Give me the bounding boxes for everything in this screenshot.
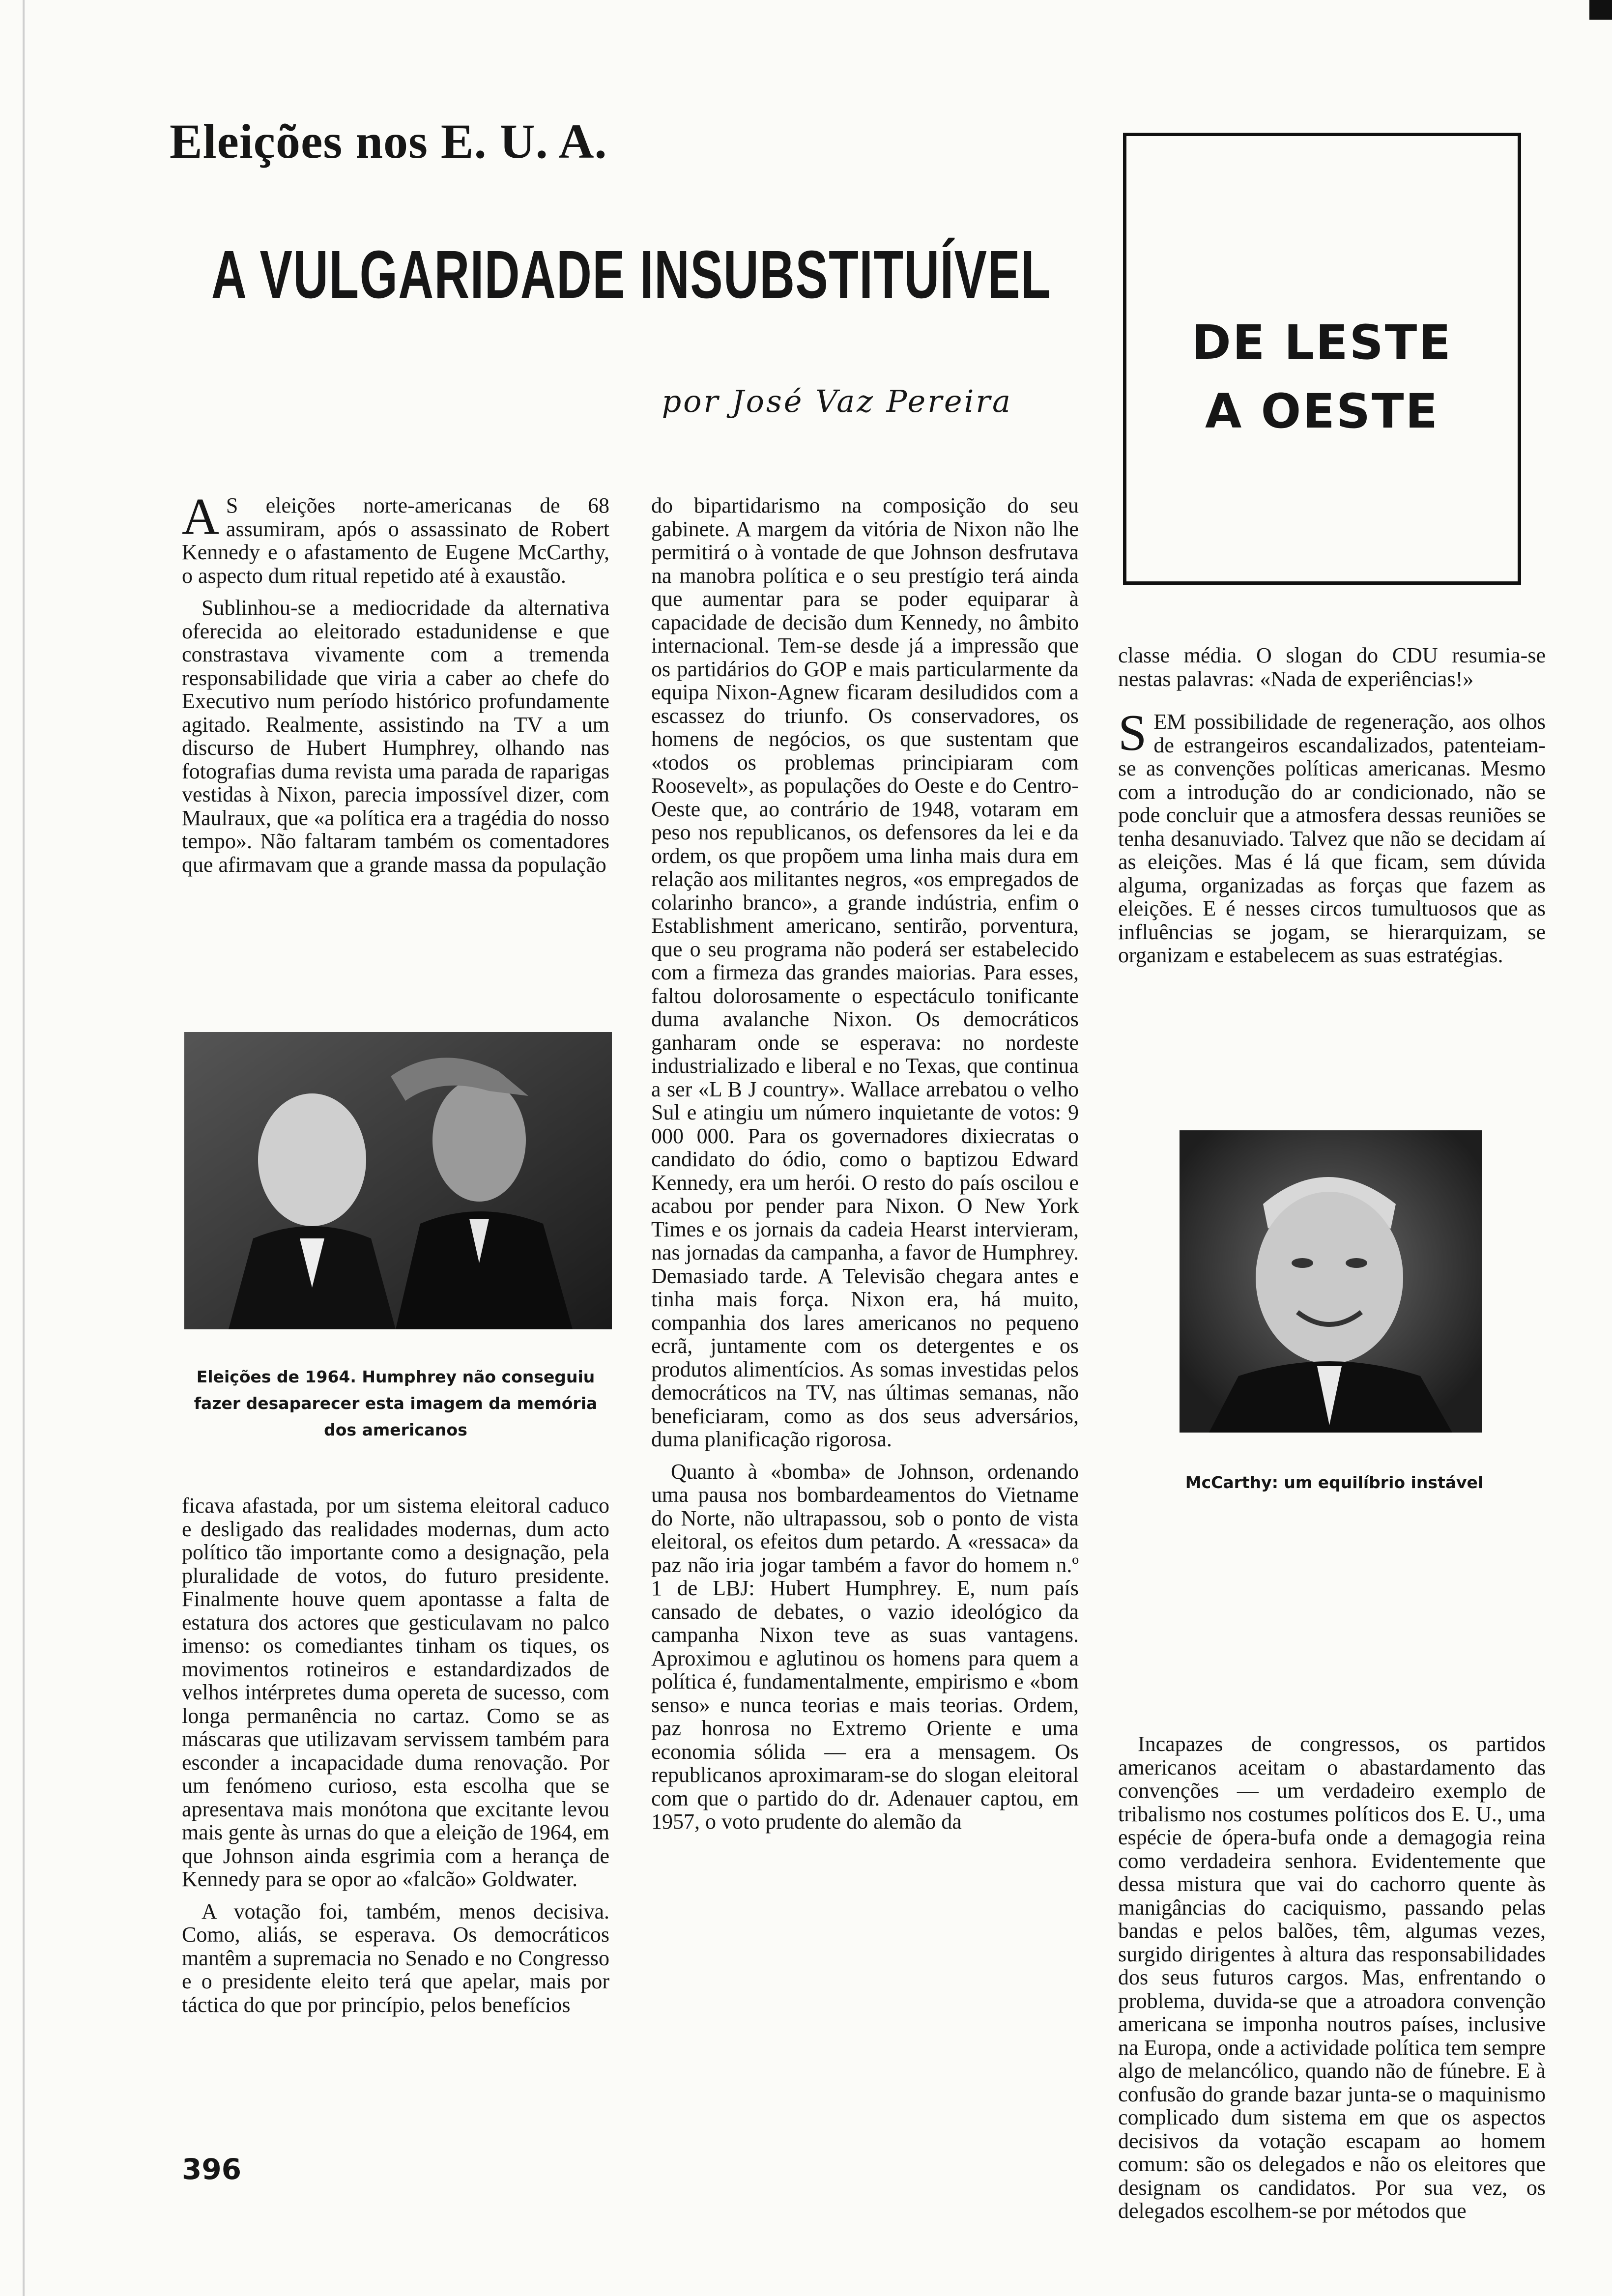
byline: por José Vaz Pereira (662, 383, 1012, 419)
article-headline: A VULGARIDADE INSUBSTITUÍVEL (211, 237, 1052, 313)
boxout-line-2: A OESTE (1205, 384, 1439, 439)
page-number: 396 (182, 2152, 242, 2186)
paragraph: Sublinhou-se a mediocridade da alternativa oferecida ao eleitorado estadunidense e que constrastava vivamente com a tremenda responsabilidade que viria a caber ao chefe do Executivo num período histórico profundamente agitado. Realmente, assistindo na TV a um discurso de Hubert Humphrey, olhando nas fotografias duma revista uma parada de raparigas vestidas à Nixon, parecia impossível dizer, com Maulraux, que «a política era a tragédia do nosso tempo». Não faltaram também os comentadores que afirmavam que a grande massa da população (182, 596, 609, 877)
paragraph: A votação foi, também, menos decisiva. Como, aliás, se esperava. Os democráticos mantêm a supremacia no Senado e no Congresso e o presidente eleito terá que apelar, mais por táctica do que por princípio, pelos benefícios (182, 1899, 609, 2017)
photo-caption-mccarthy: McCarthy: um equilíbrio instável (1185, 1473, 1484, 1492)
column-1-bottom (182, 1494, 609, 2118)
photo-humphrey-1964 (184, 1032, 612, 1329)
boxout-panel (1123, 133, 1521, 585)
paragraph: classe média. O slogan do CDU resumia-se nestas palavras: «Nada de experiências!» (1118, 643, 1546, 691)
page-corner-mark (1589, 0, 1612, 20)
column-3-bottom (1118, 1732, 1546, 2223)
paragraph: Quanto à «bomba» de Johnson, ordenando uma pausa nos bombardeamentos do Vietname do Norte, não ultrapassou, sob o ponto de vista eleitoral, os efeitos dum petardo. A «ressaca» da paz não iria jogar também a favor do homem n.º 1 de LBJ: Hubert Humphrey. E, num país cansado de debates, o vazio ideológico da campanha Nixon teve as suas vantagens. Aproximou e aglutinou os homens para quem a política é, fundamentalmente, empirismo e «bom senso» e nunca teorias e mais teorias. Ordem, paz honrosa no Extremo Oriente e uma economia sólida — era a mensagem. Os republicanos aproximaram-se do slogan eleitoral com que o partido do dr. Adenauer captou, em 1957, o voto prudente do alemão da (651, 1459, 1079, 1834)
photo-caption-humphrey: Eleições de 1964. Humphrey não conseguiu fazer desaparecer esta imagem da memória dos americanos (194, 1367, 598, 1439)
paragraph: AS eleições norte-americanas de 68 assumiram, após o assassinato de Robert Kennedy e o afastamento de Eugene McCarthy, o aspecto dum ritual repetido até à exaustão. (182, 488, 609, 588)
column-3-top (1118, 644, 1546, 1086)
boxout-title (1126, 308, 1518, 446)
photo-mccarthy-image (1180, 1130, 1482, 1433)
paragraph: Incapazes de congressos, os partidos americanos aceitam o abastardamento das convenções — um verdadeiro exemplo de tribalismo nos costumes políticos dos E. U., uma espécie de ópera-bufa onde a demagogia reina como verdadeira senhora. Evidentemente que dessa mistura que vai do cachorro quente às manigâncias do caciquismo, passando pelas bandas e pelos balões, têm, algumas vezes, surgido dirigentes à altura das responsabilidades dos seus futuros cargos. Mas, enfrentando o problema, duvida-se que a atroadora convenção americana se imponha noutros países, inclusive na Europa, onde a actividade política tem sempre algo de melancólico, quando não de fúnebre. E à confusão do grande bazar junta-se o maquinismo complicado dum sistema em que os aspectos decisivos da votação escapam ao homem comum: são os delegados e não os eleitores que designam os candidatos. Por sua vez, os delegados escolhem-se por métodos que (1118, 1732, 1546, 2223)
paragraph: do bipartidarismo na composição do seu gabinete. A margem da vitória de Nixon não lhe permitirá o à vontade de que Johnson desfrutava na manobra política e o seu prestígio terá ainda que aumentar para se poder equiparar à capacidade de decisão dum Kennedy, no âmbito internacional. Tem-se desde já a impressão que os partidários do GOP e mais particularmente da equipa Nixon-Agnew ficaram desiludidos com a escassez do triunfo. Os conservadores, os homens de negócios, os que sustentam que «todos os problemas principiaram com Roosevelt», as populações do Oeste e do Centro-Oeste que, ao contrário de 1948, votaram em peso nos republicanos, os defensores da lei e da ordem, os que propõem uma linha mais dura em relação aos militantes negros, «os empregados de colarinho branco», a grande indústria, enfim o Establishment americano, sentirão, porventura, que o seu programa não poderá ser estabelecido com a firmeza das grandes maiorias. Para esses, faltou dolorosamente o espectáculo tonificante duma avalanche Nixon. Os democráticos ganharam onde se esperava: no nordeste industrializado e liberal e no Texas, que continua a ser «L B J country». Wallace arrebatou o velho Sul e atingiu um número inquietante de votos: 9 000 000. Para os governadores dixiecratas o candidato do ódio, como o baptizou Edward Kennedy, era um herói. O resto do país oscilou e acabou por pender para Nixon. O New York Times e os jornais da cadeia Hearst intervieram, nas jornadas da campanha, a favor de Humphrey. Demasiado tarde. A Televisão chegara antes e tinha mais força. Nixon era, há muito, companhia dos lares americanos no pequeno ecrã, juntamente com os detergentes e os produtos alimentícios. As somas investidas pelos democráticos na TV, nas últimas semanas, não beneficiaram, como as dos seus adversários, duma planificação rigorosa. (651, 493, 1079, 1451)
section-title: Eleições nos E. U. A. (170, 114, 607, 169)
column-1-top (182, 488, 609, 1007)
paragraph: ficava afastada, por um sistema eleitoral caduco e desligado das realidades modernas, dum acto político tão importante como a designação, pela pluralidade de votos, do futuro presidente. Finalmente houve quem apontasse a falta de estatura dos actores que gesticulavam no palco imenso: os comediantes tinham os tiques, os movimentos rotineiros e estandardizados de velhos intérpretes duma opereta de sucesso, com longa permanência no cartaz. Como se as máscaras que utilizavam servissem também para esconder a incapacidade duma renovação. Por um fenómeno curioso, esta escolha que se apresentava mais monótona que excitante levou mais gente às urnas do que a eleição de 1964, em que Johnson ainda esgrimia com a herança de Kennedy para se opor ao «falcão» Goldwater. (182, 1493, 609, 1891)
photo-humphrey-1964-image (184, 1032, 612, 1329)
page-edge (23, 0, 25, 2296)
boxout-line-1: DE LESTE (1192, 315, 1452, 370)
paragraph: SEM possibilidade de regeneração, aos olhos de estrangeiros escandalizados, patenteiam-se as convenções políticas americanas. Mesmo com a introdução do ar condicionado, não se pode concluir que a atmosfera dessas reuniões se tenha desanuviado. Talvez que não se decidam aí as eleições. Mas é lá que ficam, sem dúvida alguma, organizadas as forças que fazem as eleições. E é nesses circos tumultuosos que as influências se jogam, se hierarquizam, se organizam e estabelecem as suas estratégias. (1118, 704, 1546, 967)
column-2 (651, 494, 1079, 2118)
photo-mccarthy (1180, 1130, 1482, 1433)
